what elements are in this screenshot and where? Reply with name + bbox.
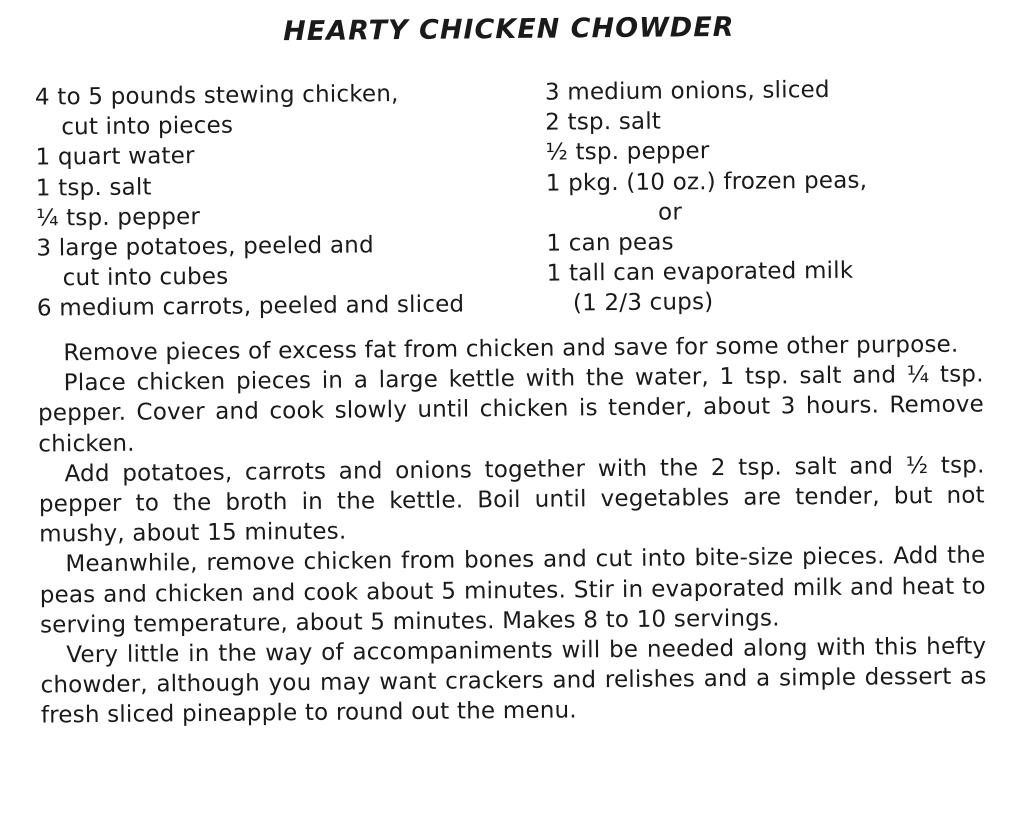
ingredient-line: 1 quart water [35,143,195,171]
ingredient-line: 2 tsp. salt [545,108,662,136]
direction-paragraph: Very little in the way of accompaniments will be needed along with this hefty chowder, although you may want crackers and relishes and a simple dessert as fresh sliced pineapple to round out the menu. [40,633,987,729]
recipe-directions [37,329,987,731]
ingredient-line: cut into cubes [62,263,229,292]
ingredient-line: 1 can peas [546,229,674,257]
ingredient-line: 6 medium carrots, peeled and sliced [36,291,465,322]
direction-paragraph: Meanwhile, remove chicken from bones and cut into bite-size pieces. Add the peas and chicken and cook about 5 minutes. Stir in evaporated milk and heat to serving temperature, about 5 minutes. Makes 8 to 10 servings. [39,542,986,639]
ingredient-line: 4 to 5 pounds stewing chicken, [34,81,399,111]
direction-paragraph: Add potatoes, carrots and onions together with the 2 tsp. salt and ½ tsp. pepper to the broth in the kettle. Boil until vegetables are tender, but not mushy, about 15 minutes. [38,452,985,548]
recipe-title: HEARTY CHICKEN CHOWDER [283,11,735,48]
direction-paragraph: Remove pieces of excess fat from chicken and save for some other purpose. [63,331,959,367]
ingredient-line: 3 large potatoes, peeled and [36,232,374,262]
ingredient-line: ½ tsp. pepper [545,138,710,167]
direction-paragraph: Place chicken pieces in a large kettle with the water, 1 tsp. salt and ¼ tsp. pepper. Cover and cook slowly until chicken is tender, about 3 hours. Remove chicken. [37,361,985,458]
ingredient-line: (1 2/3 cups) [572,289,714,317]
ingredients-right-column [545,75,869,320]
ingredient-line: ¼ tsp. pepper [36,203,201,232]
ingredient-line: or [657,199,683,226]
ingredient-line: 1 tall can evaporated milk [546,257,854,287]
ingredients-left-column [35,78,465,324]
ingredient-line: cut into pieces [61,112,234,141]
ingredient-line: 1 tsp. salt [35,174,152,202]
ingredient-line: 1 pkg. (10 oz.) frozen peas, [545,167,868,197]
ingredient-line: 3 medium onions, sliced [544,76,830,106]
